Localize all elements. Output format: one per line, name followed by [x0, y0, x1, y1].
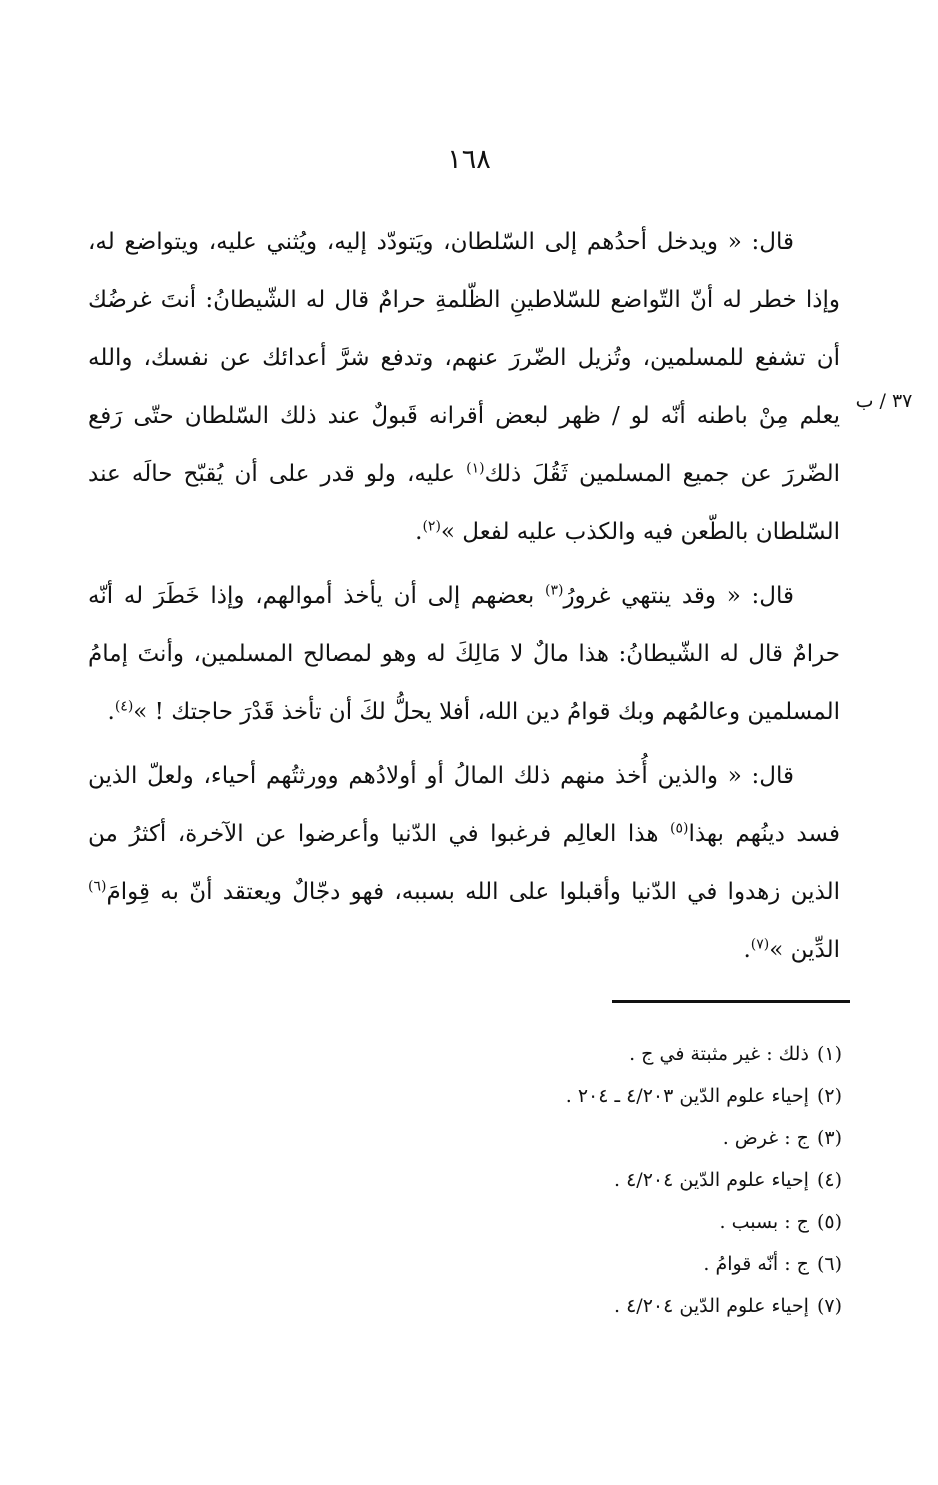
paragraph-text: قال: « ويدخل أحدُهم إلى السّلطان، ويَتودّد إليه، ويُثني عليه، ويتواضع له، وإذا خطر له أنّ التّواضع للسّلاطينِ الظّلمةِ حرامٌ قال له الشّيطانُ: أنتَ غرضُك أن تشفع للمسلمين، وتُزيل الضّررَ عنهم، وتدفع شرَّ أعدائك عن نفسك، والله يعلم مِنْ باطنه أنّه لو / ظهر لبعض أقرانه قَبولٌ عند ذلك السّلطان حتّى رَفع الضّررَ عن جميع المسلمين ثَقُلَ ذلك	[88, 229, 840, 487]
footnote-number: (٥)	[816, 1211, 842, 1233]
paragraph	[88, 213, 840, 561]
footnote-text: ج : غرض .	[722, 1127, 809, 1149]
footnote-separator	[612, 1000, 850, 1003]
footnote	[88, 1033, 846, 1075]
folio-margin-note: ٣٧ / ب	[855, 390, 913, 412]
footnote-text: إحياء علوم الدّين ٤/٢٠٤ .	[614, 1295, 809, 1317]
paragraph-text: الدِّين »	[769, 937, 840, 963]
footnote-reference: (٥)	[669, 820, 689, 837]
footnote-number: (٣)	[816, 1127, 842, 1149]
footnote-reference: (٦)	[88, 878, 107, 895]
paragraph-text: .	[107, 699, 115, 725]
paragraph-text: بعضهم إلى أن يأخذ أموالهم، وإذا خَطَرَ له أنّه حرامٌ قال له الشّيطانُ: هذا مالٌ لا مَالِكَ له وهو لمصالح المسلمين، وأنتَ إمامُ المسلمين وعالمُهم وبك قوامُ دين الله، أفلا يحلُّ لكَ أن تأخذ قَدْرَ حاجتك ! »	[88, 583, 840, 725]
footnote	[88, 1285, 846, 1327]
main-text	[88, 213, 840, 979]
footnote-text: إحياء علوم الدّين ٤/٢٠٤ .	[614, 1169, 809, 1191]
footnote-text: ج : أنّه قوامُ .	[703, 1253, 809, 1275]
paragraph-text: هذا العالِم فرغبوا في الدّنيا وأعرضوا عن الآخرة، أكثرُ من الذين زهدوا في الدّنيا وأقبلوا على الله بسببه، فهو دجّالٌ ويعتقد أنّ به قِوامَ	[88, 821, 840, 905]
footnote-text: إحياء علوم الدّين ٤/٢٠٣ ـ ٢٠٤ .	[565, 1085, 809, 1107]
footnote-text: ذلك : غير مثبتة في ج .	[629, 1043, 809, 1065]
footnote-number: (٤)	[816, 1169, 842, 1191]
paragraph-text: عليه، ولو قدر على أن يُقبّح حالَه عند السّلطان بالطّعن فيه والكذب عليه لفعل »	[88, 461, 840, 545]
footnote	[88, 1201, 846, 1243]
footnote	[88, 1243, 846, 1285]
footnote-reference: (٤)	[114, 698, 134, 715]
footnote-reference: (٧)	[750, 936, 770, 953]
page-number: ١٦٨	[447, 144, 491, 175]
footnote-number: (٧)	[816, 1295, 842, 1317]
paragraph-text: قال: « والذين أُخذ منهم ذلك المالُ أو أولادُهم وورثتُهم أحياء، ولعلّ الذين فسد دينُهم بهذا	[88, 763, 841, 847]
footnotes-list	[88, 1033, 846, 1327]
footnote	[88, 1159, 846, 1201]
footnote-reference: (٣)	[544, 582, 564, 599]
footnote	[88, 1117, 846, 1159]
paragraph-text: .	[743, 937, 751, 963]
paragraph	[88, 747, 840, 979]
paragraph	[88, 567, 840, 741]
footnote-number: (١)	[816, 1043, 842, 1065]
footnote-number: (٢)	[816, 1085, 842, 1107]
footnote-reference: (١)	[466, 460, 485, 477]
footnote-text: ج : بسبب .	[719, 1211, 809, 1233]
paragraph-text: قال: « وقد ينتهي غرورُ	[563, 583, 794, 609]
footnote-reference: (٢)	[422, 518, 441, 535]
footnote	[88, 1075, 846, 1117]
paragraph-text: .	[415, 519, 423, 545]
footnote-number: (٦)	[816, 1253, 842, 1275]
